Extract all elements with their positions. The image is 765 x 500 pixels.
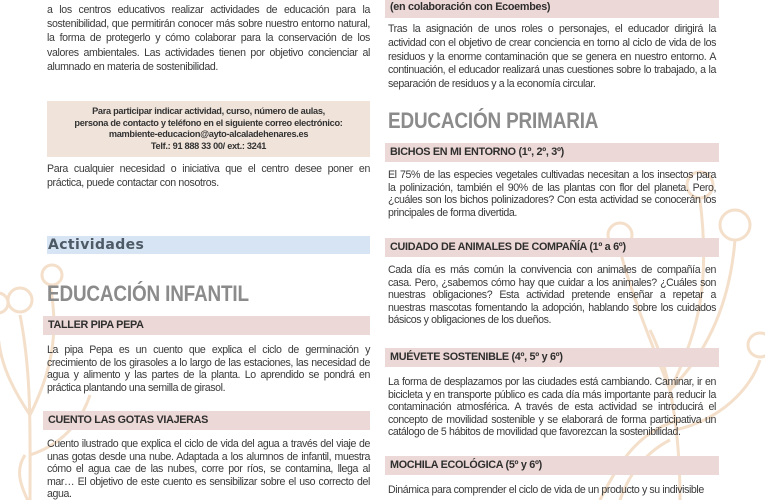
- activity-description-cuento-gotas-viajeras: Cuento ilustrado que explica el ciclo de vida del agua a través del viaje de unas gotas desde una nube. Adaptada a los alumnos de infantil, muestra cómo el agua cae de las nubes, corre por ríos, se contamina, llega al mar… El objetivo de este cuento es sensibilizar sobre el uso correcto del agua.: [47, 438, 370, 500]
- activity-title-taller-pipa-pepa: TALLER PIPA PEPA: [43, 316, 370, 335]
- followup-paragraph: Para cualquier necesidad o iniciativa que el centro desee poner en práctica, puede contactar con nosotros.: [47, 163, 370, 190]
- activity-description-muevete-sostenible: La forma de desplazamos por las ciudades está cambiando. Caminar, ir en bicicleta y en transporte público es cada día más importante para reducir la contaminación atmosférica. A través de esta actividad se introducirá el concepto de movilidad sostenible y se elaborará de forma participativa un catálogo de 5 hábitos de movilidad que favorezcan la sostenibilidad.: [388, 376, 716, 438]
- activity-title-cuidado-animales: CUIDADO DE ANIMALES DE COMPAÑÍA (1º a 6º): [385, 238, 719, 257]
- contact-phone: Telf.: 91 888 33 00/ ext.: 3241: [150, 140, 267, 151]
- contact-email-link[interactable]: mambiente-educacion@ayto-alcaladehenares.es: [108, 129, 309, 140]
- activity-description-taller-pipa-pepa: La pipa Pepa es un cuento que explica el ciclo de germinación y crecimiento de los girasoles a lo largo de las estaciones, las necesidad de agua y alimento y las partes de la planta. Lo aprendido se pondrá en práctica plantando una semilla de girasol.: [47, 344, 370, 394]
- activity-description-mochila-ecologica: Dinámica para comprender el ciclo de vida de un producto y su indivisible: [388, 484, 704, 496]
- activity-title-mochila-ecologica: MOCHILA ECOLÓGICA (5º y 6º): [385, 456, 719, 475]
- contact-info-box: [47, 101, 370, 157]
- heading-educacion-primaria: EDUCACIÓN PRIMARIA: [388, 108, 599, 133]
- activity-description-ecoembes: Tras la asignación de unos roles o personajes, el educador dirigirá la actividad con el objetivo de crear conciencia en torno al ciclo de vida de los residuos y la enorme contaminación que se genera en nuestro entorno. A continuación, el educador realizará unas cuestiones sobre lo trabajado, a la separación de residuos y a la economía circular.: [388, 23, 716, 91]
- contact-line-2: persona de contacto y teléfono en el siguiente correo electrónico:: [74, 117, 343, 128]
- activity-description-bichos-entorno: El 75% de las especies vegetales cultivadas necesitan a los insectos para la polinización, también el 90% de las plantas con flor del planeta. Pero, ¿cuáles son los bichos polinizadores? Con esta actividad se conocerán los principales de forma divertida.: [388, 169, 716, 219]
- intro-paragraph: a los centros educativos realizar actividades de educación para la sostenibilidad, que permitirán conocer más sobre nuestro entorno natural, la forma de protegerlo y cómo colaborar para la conservación de los valores ambientales. Las actividades tienen por objetivo concienciar al alumnado en materia de sostenibilidad.: [47, 4, 370, 73]
- activity-title-continuation-ecoembes: (en colaboración con Ecoembes): [385, 0, 719, 18]
- activity-title-cuento-gotas-viajeras: CUENTO LAS GOTAS VIAJERAS: [43, 411, 370, 430]
- activity-description-cuidado-animales: Cada día es más común la convivencia con animales de compañía en casa. Pero, ¿sabemos cómo hay que cuidar a los animales? ¿Cuáles son nuestras obligaciones? Esta actividad pretende enseñar a repetar a nuestras mascotas fomentando la adopción, hablando sobre los cuidados básicos y obligaciones de los dueños.: [388, 264, 716, 326]
- section-title-actividades: Actividades: [47, 236, 370, 254]
- activity-title-muevete-sostenible: MUÉVETE SOSTENIBLE (4º, 5º y 6º): [385, 348, 719, 367]
- activity-title-bichos-entorno: BICHOS EN MI ENTORNO (1º, 2º, 3º): [385, 143, 719, 162]
- heading-educacion-infantil: EDUCACIÓN INFANTIL: [47, 281, 249, 306]
- contact-line-1: Para participar indicar actividad, curso, número de aulas,: [92, 106, 325, 116]
